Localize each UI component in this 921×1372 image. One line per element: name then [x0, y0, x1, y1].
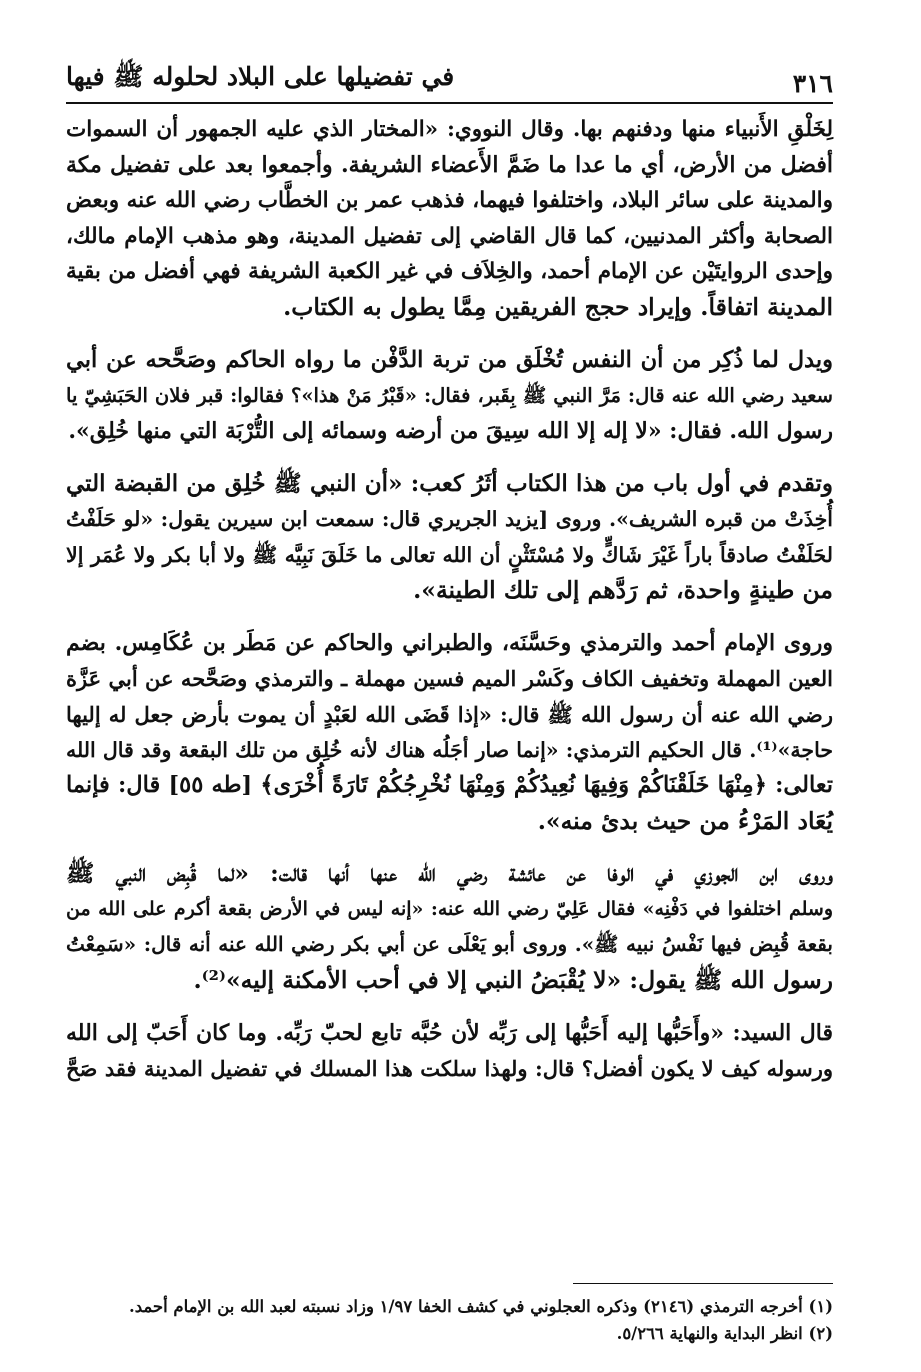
- text-line: تعالى: ﴿مِنْهَا خَلَقْنَاكُمْ وَفِيهَا نُعِيدُكُمْ وَمِنْهَا نُخْرِجُكُمْ تَارَةً أُخْرَى﴾ [طه ٥٥] قال: فإنما: [66, 772, 833, 799]
- main-text: [66, 112, 833, 1104]
- text-line: وروى ابن الجوزي في الوفا عن عائشة رضي الله عنها أنها قالت: «لما قُبِض النبي ﷺ: [66, 859, 833, 888]
- text-line: أُخِذَتْ من قبره الشريف». وروى [يزيد الجريري قال: سمعت ابن سيرين يقول: «لو حَلَفْتُ: [66, 506, 833, 531]
- text-line: لِخَلْقِ الأَنبياء منها ودفنهم بها. وقال النووي: «المختار الذي عليه الجمهور أن السموات: [66, 117, 833, 142]
- text-line: سعيد رضي الله عنه قال: مَرَّ النبي ﷺ بِقَبر، فقال: «قَبْرُ مَنْ هذا»؟ فقالوا: قبر فلان الحَبَشِيّ يا: [66, 384, 833, 408]
- text-line: المدينة اتفاقاً. وإيراد حجج الفريقين مِمَّا يطول به الكتاب.: [283, 292, 833, 321]
- text-line: حاجة»⁽¹⁾. قال الحكيم الترمذي: «إنما صار أجَلُه هناك لأنه خُلِق من تلك البقعة وقد قال الله: [66, 737, 833, 762]
- text-line: رسول الله. فقال: «لا إله إلا الله سِيقَ من أرضه وسمائه إلى التُّرْبَة التي منها خُلِق».: [68, 417, 833, 444]
- text-line: وسلم اختلفوا في دَفْنِه» فقال عَلِيّ رضي الله عنه: «إنه ليس في الأرض بقعة أكرم على الله من: [66, 897, 833, 920]
- text-line: من طينةٍ واحدة، ثم رَدَّهم إلى تلك الطينة».: [413, 576, 833, 605]
- text-line: وإحدى الروايتَيْن عن الإمام أحمد، والخِلاَف في غير الكعبة الشريفة فهي أفضل من بقية: [66, 259, 833, 285]
- footnote: (٢) انظر البداية والنهاية ٥/٢٦٦.: [616, 1324, 833, 1343]
- paragraph: [66, 466, 833, 608]
- text-line: ويدل لما ذُكِر من أن النفس تُخْلَق من تربة الدَّفْن ما رواه الحاكم وصَحَّحه عن أبي: [66, 346, 833, 373]
- text-line: رضي الله عنه أن رسول الله ﷺ قال: «إذا قَضَى الله لعَبْدٍ أن يموت بأرض جعل له إليها: [66, 701, 833, 727]
- text-line: وتقدم في أول باب من هذا الكتاب أثَرُ كعب: «أن النبي ﷺ خُلِق من القبضة التي: [66, 470, 833, 498]
- paragraph: [66, 1016, 833, 1087]
- footnote: (١) أخرجه الترمذي (٢١٤٦) وذكره العجلوني في كشف الخفا ١/٩٧ وزاد نسبته لعبد الله بن الإمام أحمد.: [128, 1297, 833, 1316]
- text-line: بقعة قُبِض فيها نَفْسُ نبيه ﷺ». وروى أبو يَعْلَى عن أبي بكر رضي الله عنه أنه قال: «سَمِعْتُ: [66, 932, 833, 957]
- paragraph: [66, 856, 833, 998]
- footnotes: [66, 1293, 833, 1347]
- text-line: والمدينة على سائر البلاد، واختلفوا فيهما، فذهب عمر بن الخطَّاب رضي الله عنه وبعض: [66, 188, 833, 214]
- text-line: وروى الإمام أحمد والترمذي وحَسَّنَه، والطبراني والحاكم عن مَطَر بن عُكَامِس. بضم: [66, 629, 833, 656]
- page-number: ٣١٦: [792, 69, 833, 98]
- text-line: الصحابة وأكثر المدنيين، كما قال القاضي إلى تفضيل المدينة، وهو مذهب الإمام مالك،: [66, 223, 833, 249]
- footnote-divider: [573, 1283, 833, 1284]
- text-line: يُعَاد المَرْءُ من حيث بدئ منه».: [537, 806, 833, 835]
- text-line: أفضل من الأرض، أي ما عدا ما ضَمَّ الأَعضاء الشريفة. وأجمعوا بعد على تفضيل مكة: [66, 151, 833, 178]
- text-line: لحَلَفْتُ صادقاً باراً غَيْرَ شَاكٍّ ولا مُسْتَثْنٍ أن الله تعالى ما خَلَقَ نَبِيَّه ﷺ ولا أبا بكر ولا عُمَر إلا: [66, 542, 833, 567]
- text-line: قال السيد: «وأَحَبُّها إليه أَحَبُّها إلى رَبِّه لأن حُبَّه تابع لحبّ رَبِّه. وما كان أَحَبّ إلى الله: [66, 1019, 833, 1046]
- paragraph: [66, 626, 833, 840]
- text-line: العين المهملة وتخفيف الكاف وكَسْر الميم فسين مهملة ـ والترمذي وصَحَّحه عن أبي عَزَّة: [66, 666, 833, 692]
- paragraph: [66, 343, 833, 450]
- paragraph: [66, 112, 833, 326]
- running-title: في تفضيلها على البلاد لحلوله ﷺ فيها: [66, 62, 455, 91]
- running-header: [66, 58, 833, 104]
- text-line: ورسوله كيف لا يكون أفضل؟ قال: ولهذا سلكت هذا المسلك في تفضيل المدينة فقد صَحَّ: [66, 1056, 833, 1082]
- text-line: رسول الله ﷺ يقول: «لا يُقْبَضُ النبي إلا في أحب الأمكنة إليه»⁽²⁾.: [193, 966, 833, 995]
